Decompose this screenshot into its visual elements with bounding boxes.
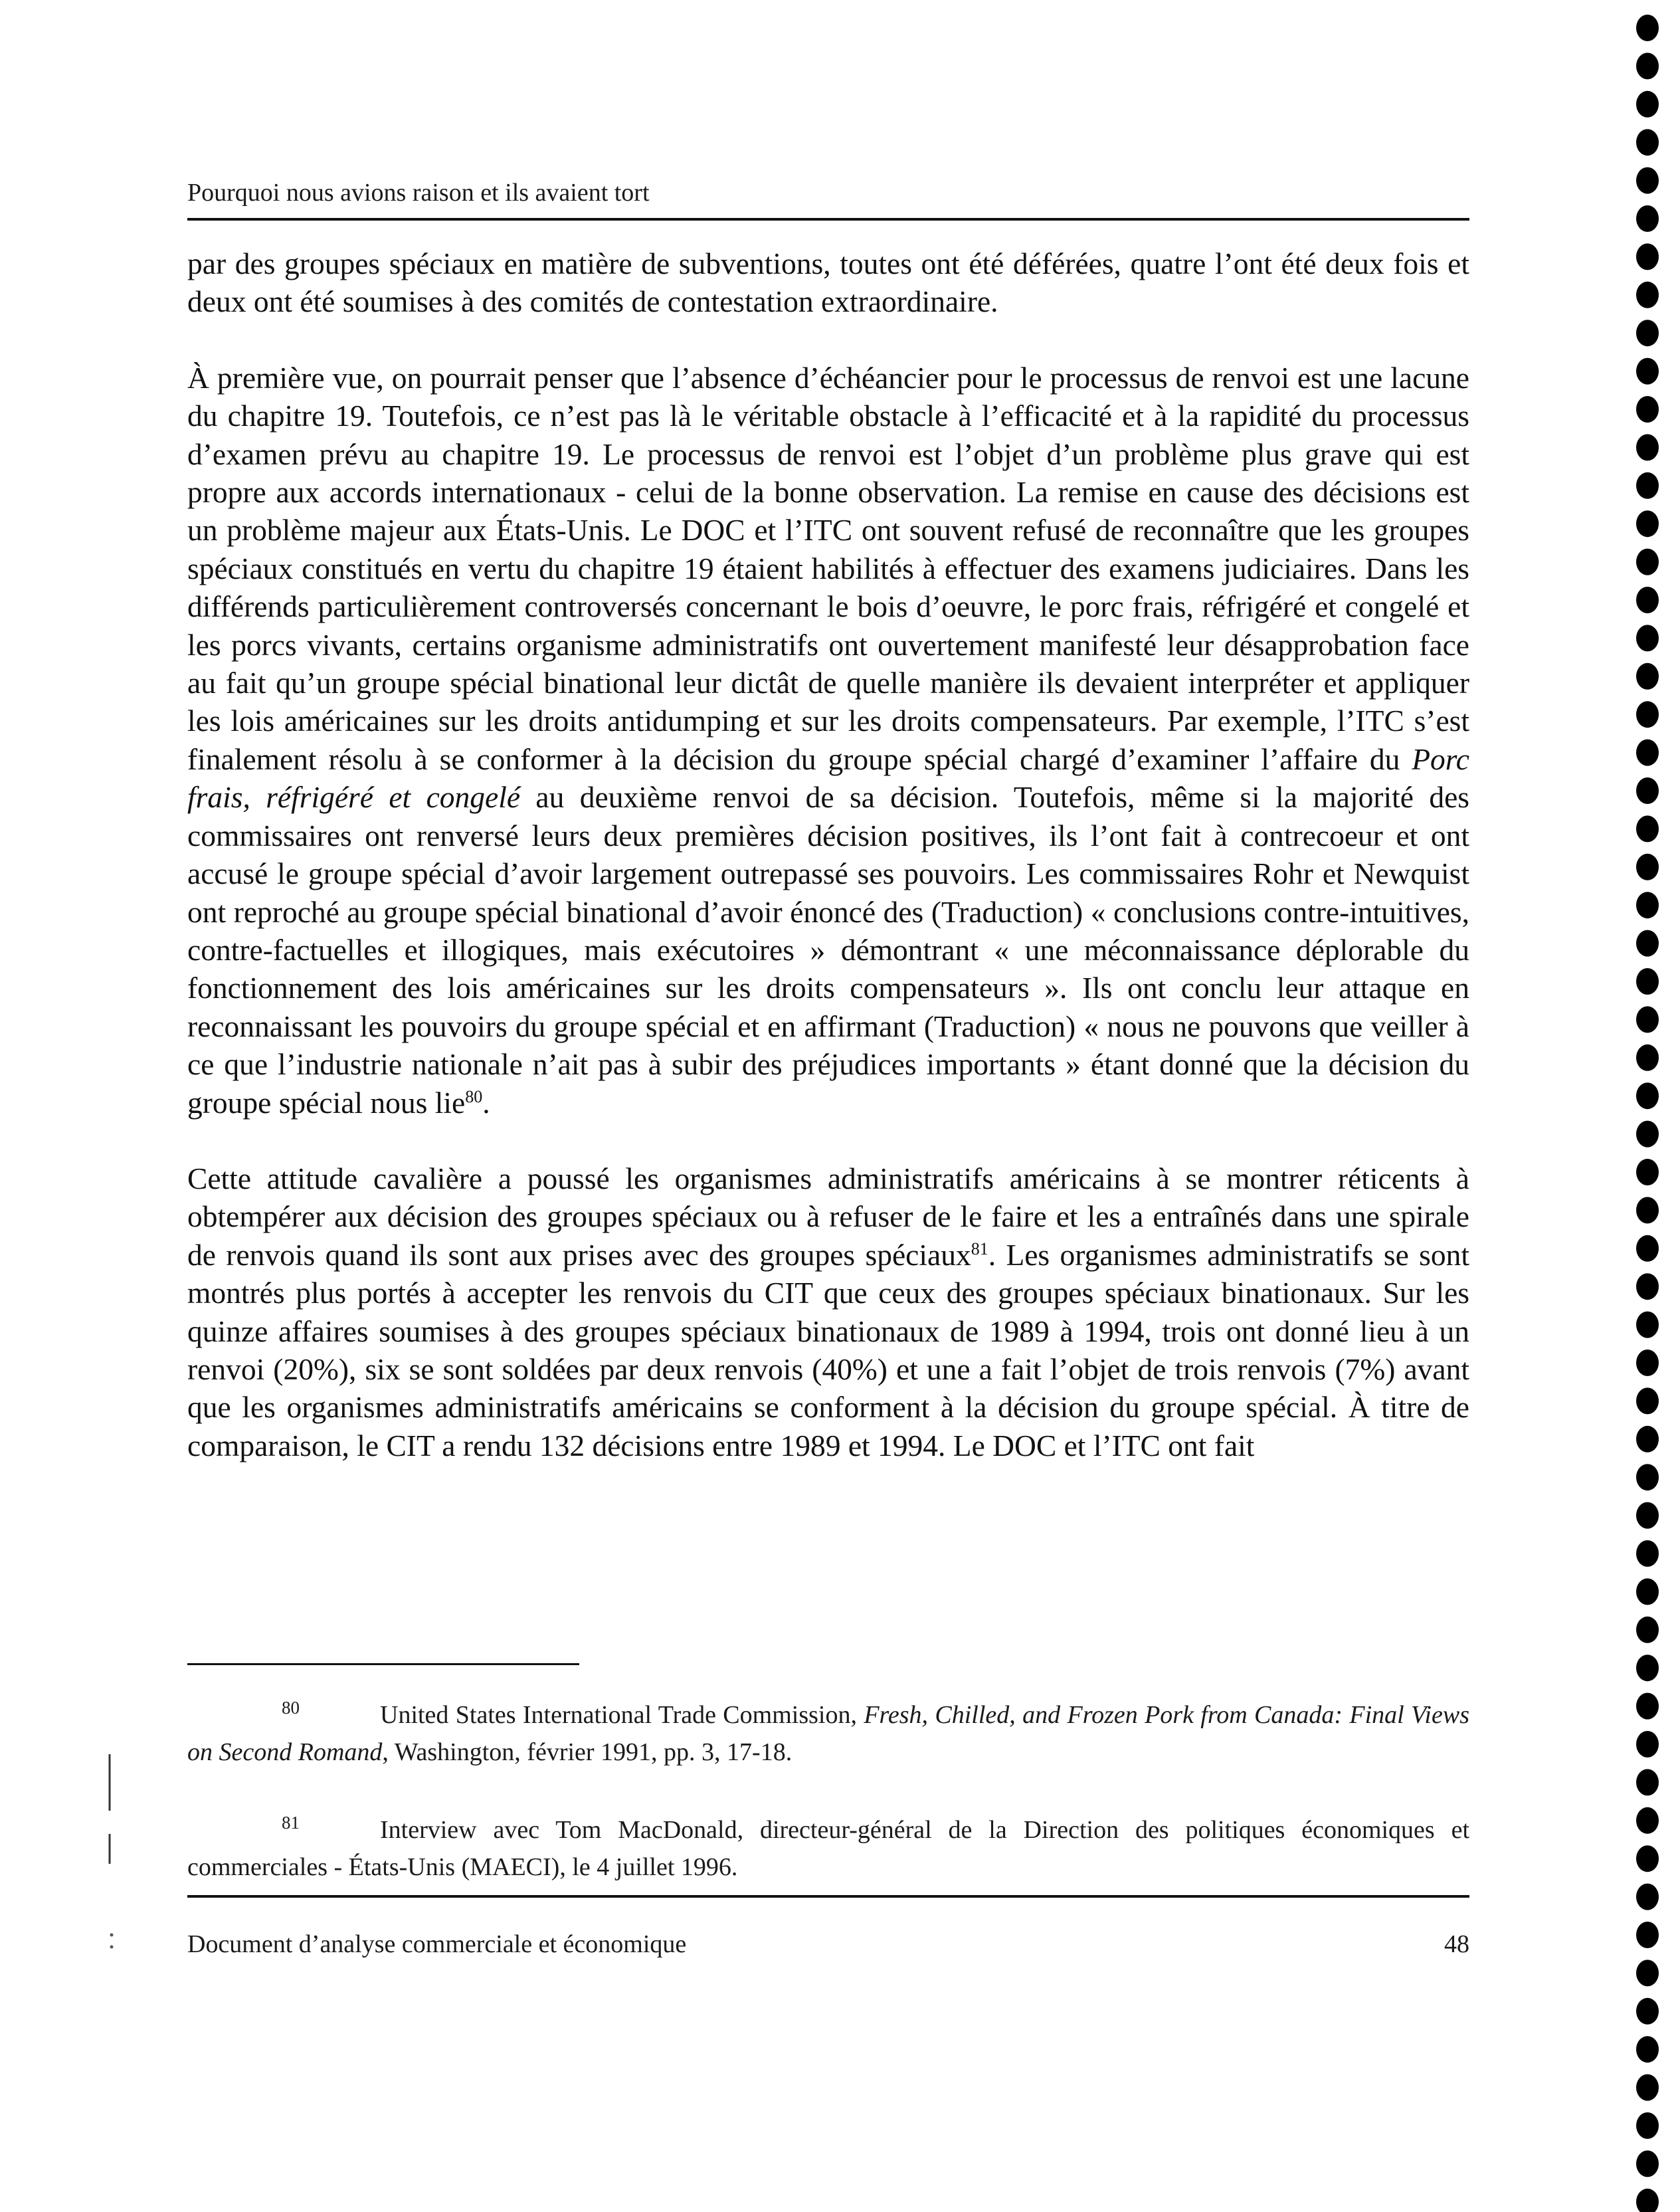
binding-hole — [1636, 1082, 1659, 1109]
paragraph-2-end: . — [482, 1085, 490, 1120]
binding-hole — [1636, 1045, 1659, 1071]
binding-hole — [1636, 2036, 1659, 2062]
binding-hole — [1636, 1578, 1659, 1605]
binding-hole — [1636, 1121, 1659, 1148]
footnote-text-end: , Washington, février 1991, pp. 3, 17-18. — [382, 1738, 793, 1766]
binding-hole — [1636, 549, 1659, 575]
binding-hole — [1636, 1617, 1659, 1643]
binding-hole — [1636, 1998, 1659, 2025]
footnote-number: 81 — [282, 1813, 300, 1833]
binding-hole — [1636, 930, 1659, 957]
binding-hole — [1636, 1693, 1659, 1720]
binding-hole — [1636, 968, 1659, 995]
paragraph-1: par des groupes spéciaux en matière de subventions, toutes ont été déférées, quatre l’ont été deux fois et deux ont été soumises à des comités de contestation extraordinaire. — [187, 247, 1469, 319]
binding-hole — [1636, 396, 1659, 423]
binding-hole — [1636, 2150, 1659, 2177]
binding-hole — [1636, 358, 1659, 385]
binding-hole — [1636, 740, 1659, 766]
binding-hole — [1636, 510, 1659, 537]
binding-hole — [1636, 1312, 1659, 1338]
binding-hole — [1636, 472, 1659, 499]
footer-title: Document d’analyse commerciale et économique — [187, 1930, 687, 1958]
binding-hole — [1636, 1197, 1659, 1223]
footnote-ref-81[interactable]: 81 — [971, 1239, 988, 1258]
running-header: Pourquoi nous avions raison et ils avaient tort — [187, 179, 650, 207]
binding-hole — [1636, 1502, 1659, 1529]
footnote-number: 80 — [282, 1698, 300, 1718]
binding-hole — [1636, 1159, 1659, 1185]
binding-hole — [1636, 625, 1659, 651]
footnote-italic-title: Fresh, Chilled, and Frozen Pork from Canada: Final Views on Second Romand — [187, 1701, 1469, 1766]
binding-hole — [1636, 663, 1659, 690]
binding-hole — [1636, 167, 1659, 194]
binding-holes-icon — [1628, 0, 1667, 2212]
binding-hole — [1636, 1807, 1659, 1834]
binding-hole — [1636, 434, 1659, 460]
footnote-ref-80[interactable]: 80 — [465, 1086, 483, 1106]
binding-hole — [1636, 587, 1659, 613]
binding-hole — [1636, 1922, 1659, 1948]
binding-hole — [1636, 205, 1659, 232]
binding-hole — [1636, 1273, 1659, 1300]
binding-hole — [1636, 243, 1659, 270]
binding-hole — [1636, 1006, 1659, 1033]
case-title-italic: Porc frais, réfrigéré et congelé — [187, 742, 1469, 815]
binding-hole — [1636, 815, 1659, 842]
binding-hole — [1636, 15, 1659, 41]
binding-hole — [1636, 2112, 1659, 2139]
footnote-text: United States International Trade Commission, — [380, 1701, 864, 1729]
binding-hole — [1636, 52, 1659, 79]
binding-hole — [1636, 1464, 1659, 1490]
binding-hole — [1636, 1960, 1659, 1986]
paragraph-2-text-b: au deuxième renvoi de sa décision. Toutefois, même si la majorité des commissaires ont renversé leurs deux premières décision positives, ils l’ont fait à contrecoeur et ont accusé le groupe spécial d’avoir largement outrepassé ses pouvoirs. Les commissaires Rohr et Newquist ont reproché au groupe spécial binational d’avoir énoncé des (Traduction) « conclusions contre-intuitives, contre-factuelles et illogiques, mais exécutoires » démontrant « une méconnaissance déplorable du fonctionnement des lois américaines sur les droits compensateurs ». Ils ont conclu leur attaque en reconnaissant les pouvoirs du groupe spécial et en affirmant (Traduction) « nous ne pouvons que veiller à ce que l’industrie nationale n’ait pas à subir des préjudices importants » étant donné que la décision du groupe spécial nous lie — [187, 780, 1469, 1120]
footnote-text: Interview avec Tom MacDonald, directeur-général de la Direction des politiques économiques et commerciales - États-Unis (MAECI), le 4 juillet 1996. — [187, 1816, 1469, 1881]
binding-hole — [1636, 1350, 1659, 1376]
binding-hole — [1636, 320, 1659, 346]
binding-hole — [1636, 1769, 1659, 1795]
binding-hole — [1636, 854, 1659, 880]
binding-hole — [1636, 701, 1659, 728]
binding-hole — [1636, 1655, 1659, 1681]
binding-hole — [1636, 91, 1659, 118]
binding-hole — [1636, 129, 1659, 155]
binding-hole — [1636, 1731, 1659, 1758]
binding-hole — [1636, 1884, 1659, 1910]
paragraph-3-text-b: . Les organismes administratifs se sont montrés plus portés à accepter les renvois du CIT que ceux des groupes spéciaux binationaux. Sur les quinze affaires soumises à des groupes spéciaux binationaux de 1989 à 1994, trois ont donné lieu à un renvoi (20%), six se sont soldées par deux renvois (40%) et une a fait l’objet de trois renvois (7%) avant que les organismes administratifs américains se conforment à la décision du groupe spécial. À titre de comparaison, le CIT a rendu 132 décisions entre 1989 et 1994. Le DOC et l’ITC ont fait — [187, 1237, 1469, 1462]
paragraph-3-text-a: Cette attitude cavalière a poussé les organismes administratifs américains à se montrer réticents à obtempérer aux décision des groupes spéciaux ou à refuser de le faire et les a entraînés dans une spirale de renvois quand ils sont aux prises avec des groupes spéciaux — [187, 1161, 1469, 1272]
binding-hole — [1636, 2074, 1659, 2101]
binding-hole — [1636, 1845, 1659, 1872]
binding-hole — [1636, 282, 1659, 308]
binding-hole — [1636, 777, 1659, 804]
binding-hole — [1636, 1540, 1659, 1567]
binding-hole — [1636, 892, 1659, 918]
spiral-binding — [1628, 0, 1667, 2212]
binding-hole — [1636, 1426, 1659, 1453]
binding-hole — [1636, 1387, 1659, 1414]
binding-hole — [1636, 2189, 1659, 2212]
binding-hole — [1636, 1235, 1659, 1262]
paragraph-2-text-a: À première vue, on pourrait penser que l’absence d’échéancier pour le processus de renvoi est une lacune du chapitre 19. Toutefois, ce n’est pas là le véritable obstacle à l’efficacité et à la rapidité du processus d’examen prévu au chapitre 19. Le processus de renvoi est l’objet d’un problème plus grave qui est propre aux accords internationaux - celui de la bonne observation. La remise en cause des décisions est un problème majeur aux États-Unis. Le DOC et l’ITC ont souvent refusé de reconnaître que les groupes spéciaux constitués en vertu du chapitre 19 étaient habilités à effectuer des examens judiciaires. Dans les différends particulièrement controversés concernant le bois d’oeuvre, le porc frais, réfrigéré et congelé et les porcs vivants, certains organisme administratifs ont ouvertement manifesté leur désapprobation face au fait qu’un groupe spécial binational leur dictât de quelle manière ils devaient interpréter et appliquer les lois américaines sur les droits antidumping et sur les droits compensateurs. Par exemple, l’ITC s’est finalement résolu à se conformer à la décision du groupe spécial chargé d’examiner l’affaire du — [187, 360, 1469, 776]
page-number: 48 — [1444, 1930, 1469, 1958]
